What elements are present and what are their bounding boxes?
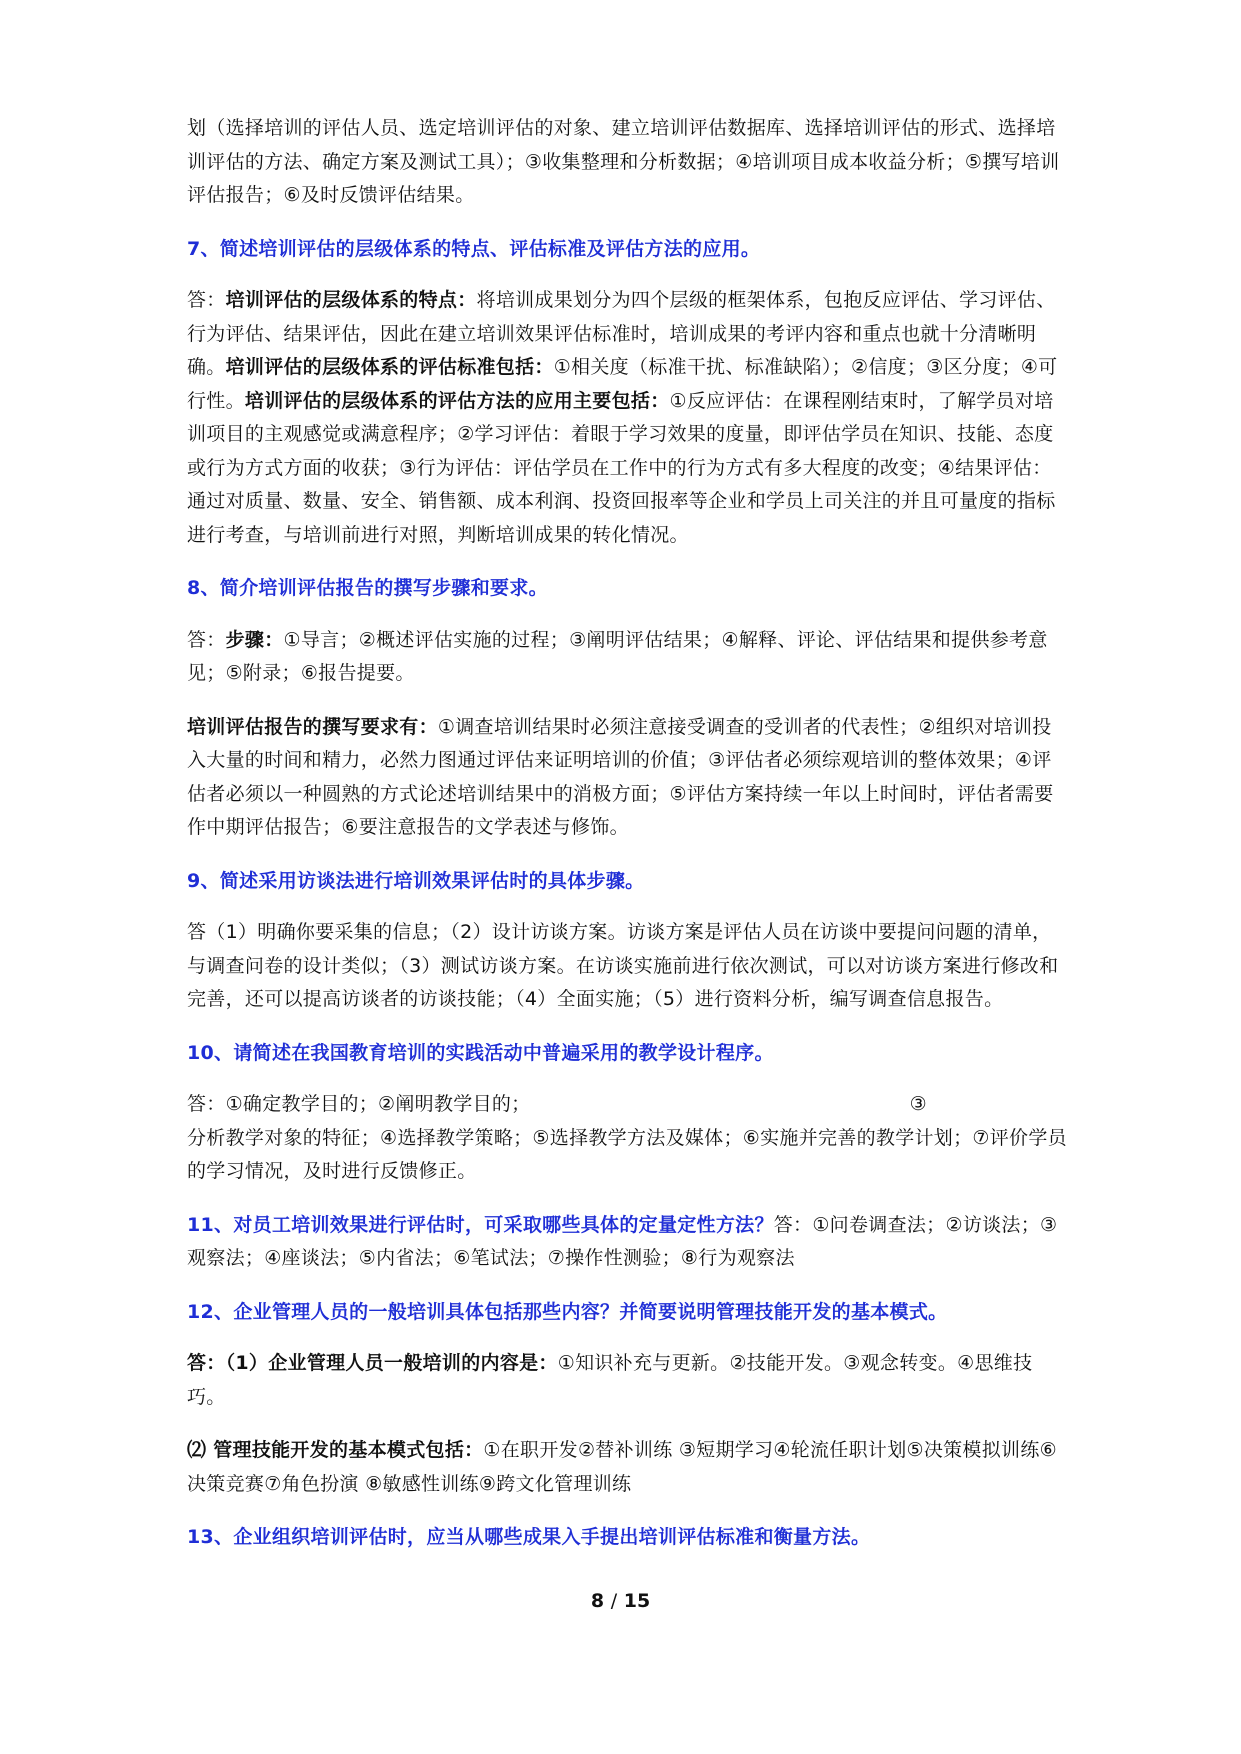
answer-8-heading-2: 培训评估报告的撰写要求有： [187, 715, 438, 738]
answer-7-prefix: 答： [187, 289, 226, 311]
answer-8-prefix: 答： [187, 628, 226, 651]
question-7: 7、简述培训评估的层级体系的特点、评估标准及评估方法的应用。 [187, 237, 761, 260]
answer-10-text-3: 分析教学对象的特征；④选择教学策略；⑤选择教学方法及媒体；⑥实施并完善的教学计划；⑦评价学员的学习情况，及时进行反馈修正。 [187, 1126, 1067, 1182]
question-10: 10、请简述在我国教育培训的实践活动中普遍采用的教学设计程序。 [187, 1041, 774, 1064]
question-11: 11、对员工培训效果进行评估时，可采取哪些具体的定量定性方法？ [187, 1213, 774, 1236]
answer-7-text-3: ①反应评估：在课程刚结束时，了解学员对培训项目的主观感觉或满意程序；②学习评估：着眼于学习效果的度量，即评估学员在知识、技能、态度或行为方式方面的收获；③行为评估：评估学员在工作中的行为方式有多大程度的改变；④结果评估：通过对质量、数量、安全、销售额、成本利润、投资回报率等企业和学员上司关注的并且可量度的指标进行考查，与培训前进行对照，判断培训成果的转化情况。 [187, 389, 1056, 546]
answer-8-requirements [187, 711, 1067, 845]
question-answer-11 [187, 1209, 1067, 1276]
answer-9: 答（1）明确你要采集的信息；（2）设计访谈方案。访谈方案是评估人员在访谈中要提问问题的清单，与调查问卷的设计类似；（3）测试访谈方案。在访谈实施前进行依次测试，可以对访谈方案进行修改和完善，还可以提高访谈者的访谈技能；（4）全面实施；（5）进行资料分析，编写调查信息报告。 [187, 921, 1059, 1010]
page-current: 8 [590, 1590, 605, 1612]
answer-7-heading-3: 培训评估的层级体系的评估方法的应用主要包括： [244, 389, 670, 412]
paragraph-continued: 划（选择培训的评估人员、选定培训评估的对象、建立培训评估数据库、选择培训评估的形式、选择培训评估的方法、确定方案及测试工具）；③收集整理和分析数据；④培训项目成本收益分析；⑤撰写培训评估报告；⑥及时反馈评估结果。 [187, 117, 1060, 206]
answer-7-text-1: 将培训成果划分为四个层级的框架体系，包抱反应评估、学习评估、行为评估、结果评估，因此在建立培训效果评估标准时，培训成果的考评内容和重点也就十分清晰明确。 [187, 289, 1056, 378]
question-13: 13、企业组织培训评估时，应当从哪些成果入手提出培训评估标准和衡量方法。 [187, 1526, 871, 1548]
question-12: 12、企业管理人员的一般培训具体包括那些内容？并简要说明管理技能开发的基本模式。 [187, 1300, 948, 1323]
question-8: 8、简介培训评估报告的撰写步骤和要求。 [187, 577, 548, 599]
answer-7-heading-2: 培训评估的层级体系的评估标准包括： [225, 356, 554, 378]
answer-12-heading-1: 答：（1）企业管理人员一般培训的内容是： [187, 1352, 558, 1374]
answer-10 [187, 1088, 1067, 1189]
answer-8-text-1: ①导言；②概述评估实施的过程；③阐明评估结果；④解释、评论、评估结果和提供参考意见；⑤附录；⑥报告提要。 [187, 628, 1048, 684]
answer-8-steps [187, 624, 1067, 691]
answer-12-part-2 [187, 1434, 1067, 1501]
answer-10-text-2: ③ [909, 1093, 927, 1115]
answer-12-part-1 [187, 1347, 1067, 1414]
page-number [0, 1590, 1241, 1612]
answer-7-text-2: ①相关度（标准干扰、标准缺陷）；②信度；③区分度；④可行性。 [187, 356, 1058, 412]
answer-8-heading-1: 步骤： [225, 628, 284, 651]
document-page [187, 112, 1067, 1573]
page-total: 15 [623, 1590, 651, 1612]
answer-12-text-2: ①在职开发②替补训练 ③短期学习④轮流任职计划⑤决策模拟训练⑥决策竞赛⑦角色扮演 ⑧敏感性训练⑨跨文化管理训练 [187, 1439, 1057, 1495]
answer-7 [187, 284, 1067, 552]
page-separator: / [610, 1590, 618, 1612]
answer-11: 答：①问卷调查法；②访谈法；③观察法；④座谈法；⑤内省法；⑥笔试法；⑦操作性测验；⑧行为观察法 [187, 1213, 1058, 1269]
question-9: 9、简述采用访谈法进行培训效果评估时的具体步骤。 [187, 869, 645, 892]
answer-12-heading-2: ⑵ 管理技能开发的基本模式包括： [187, 1439, 484, 1461]
answer-10-text-1: 答：①确定教学目的；②阐明教学目的； [187, 1093, 531, 1115]
answer-12-text-1: ①知识补充与更新。②技能开发。③观念转变。④思维技巧。 [187, 1352, 1033, 1408]
answer-7-heading-1: 培训评估的层级体系的特点： [225, 289, 477, 311]
answer-8-text-2: ①调查培训结果时必须注意接受调查的受训者的代表性；②组织对培训投入大量的时间和精力，必然力图通过评估来证明培训的价值；③评估者必须综观培训的整体效果；④评估者必须以一种圆熟的方式论述培训结果中的消极方面；⑤评估方案持续一年以上时间时，评估者需要作中期评估报告；⑥要注意报告的文学表述与修饰。 [187, 715, 1054, 838]
